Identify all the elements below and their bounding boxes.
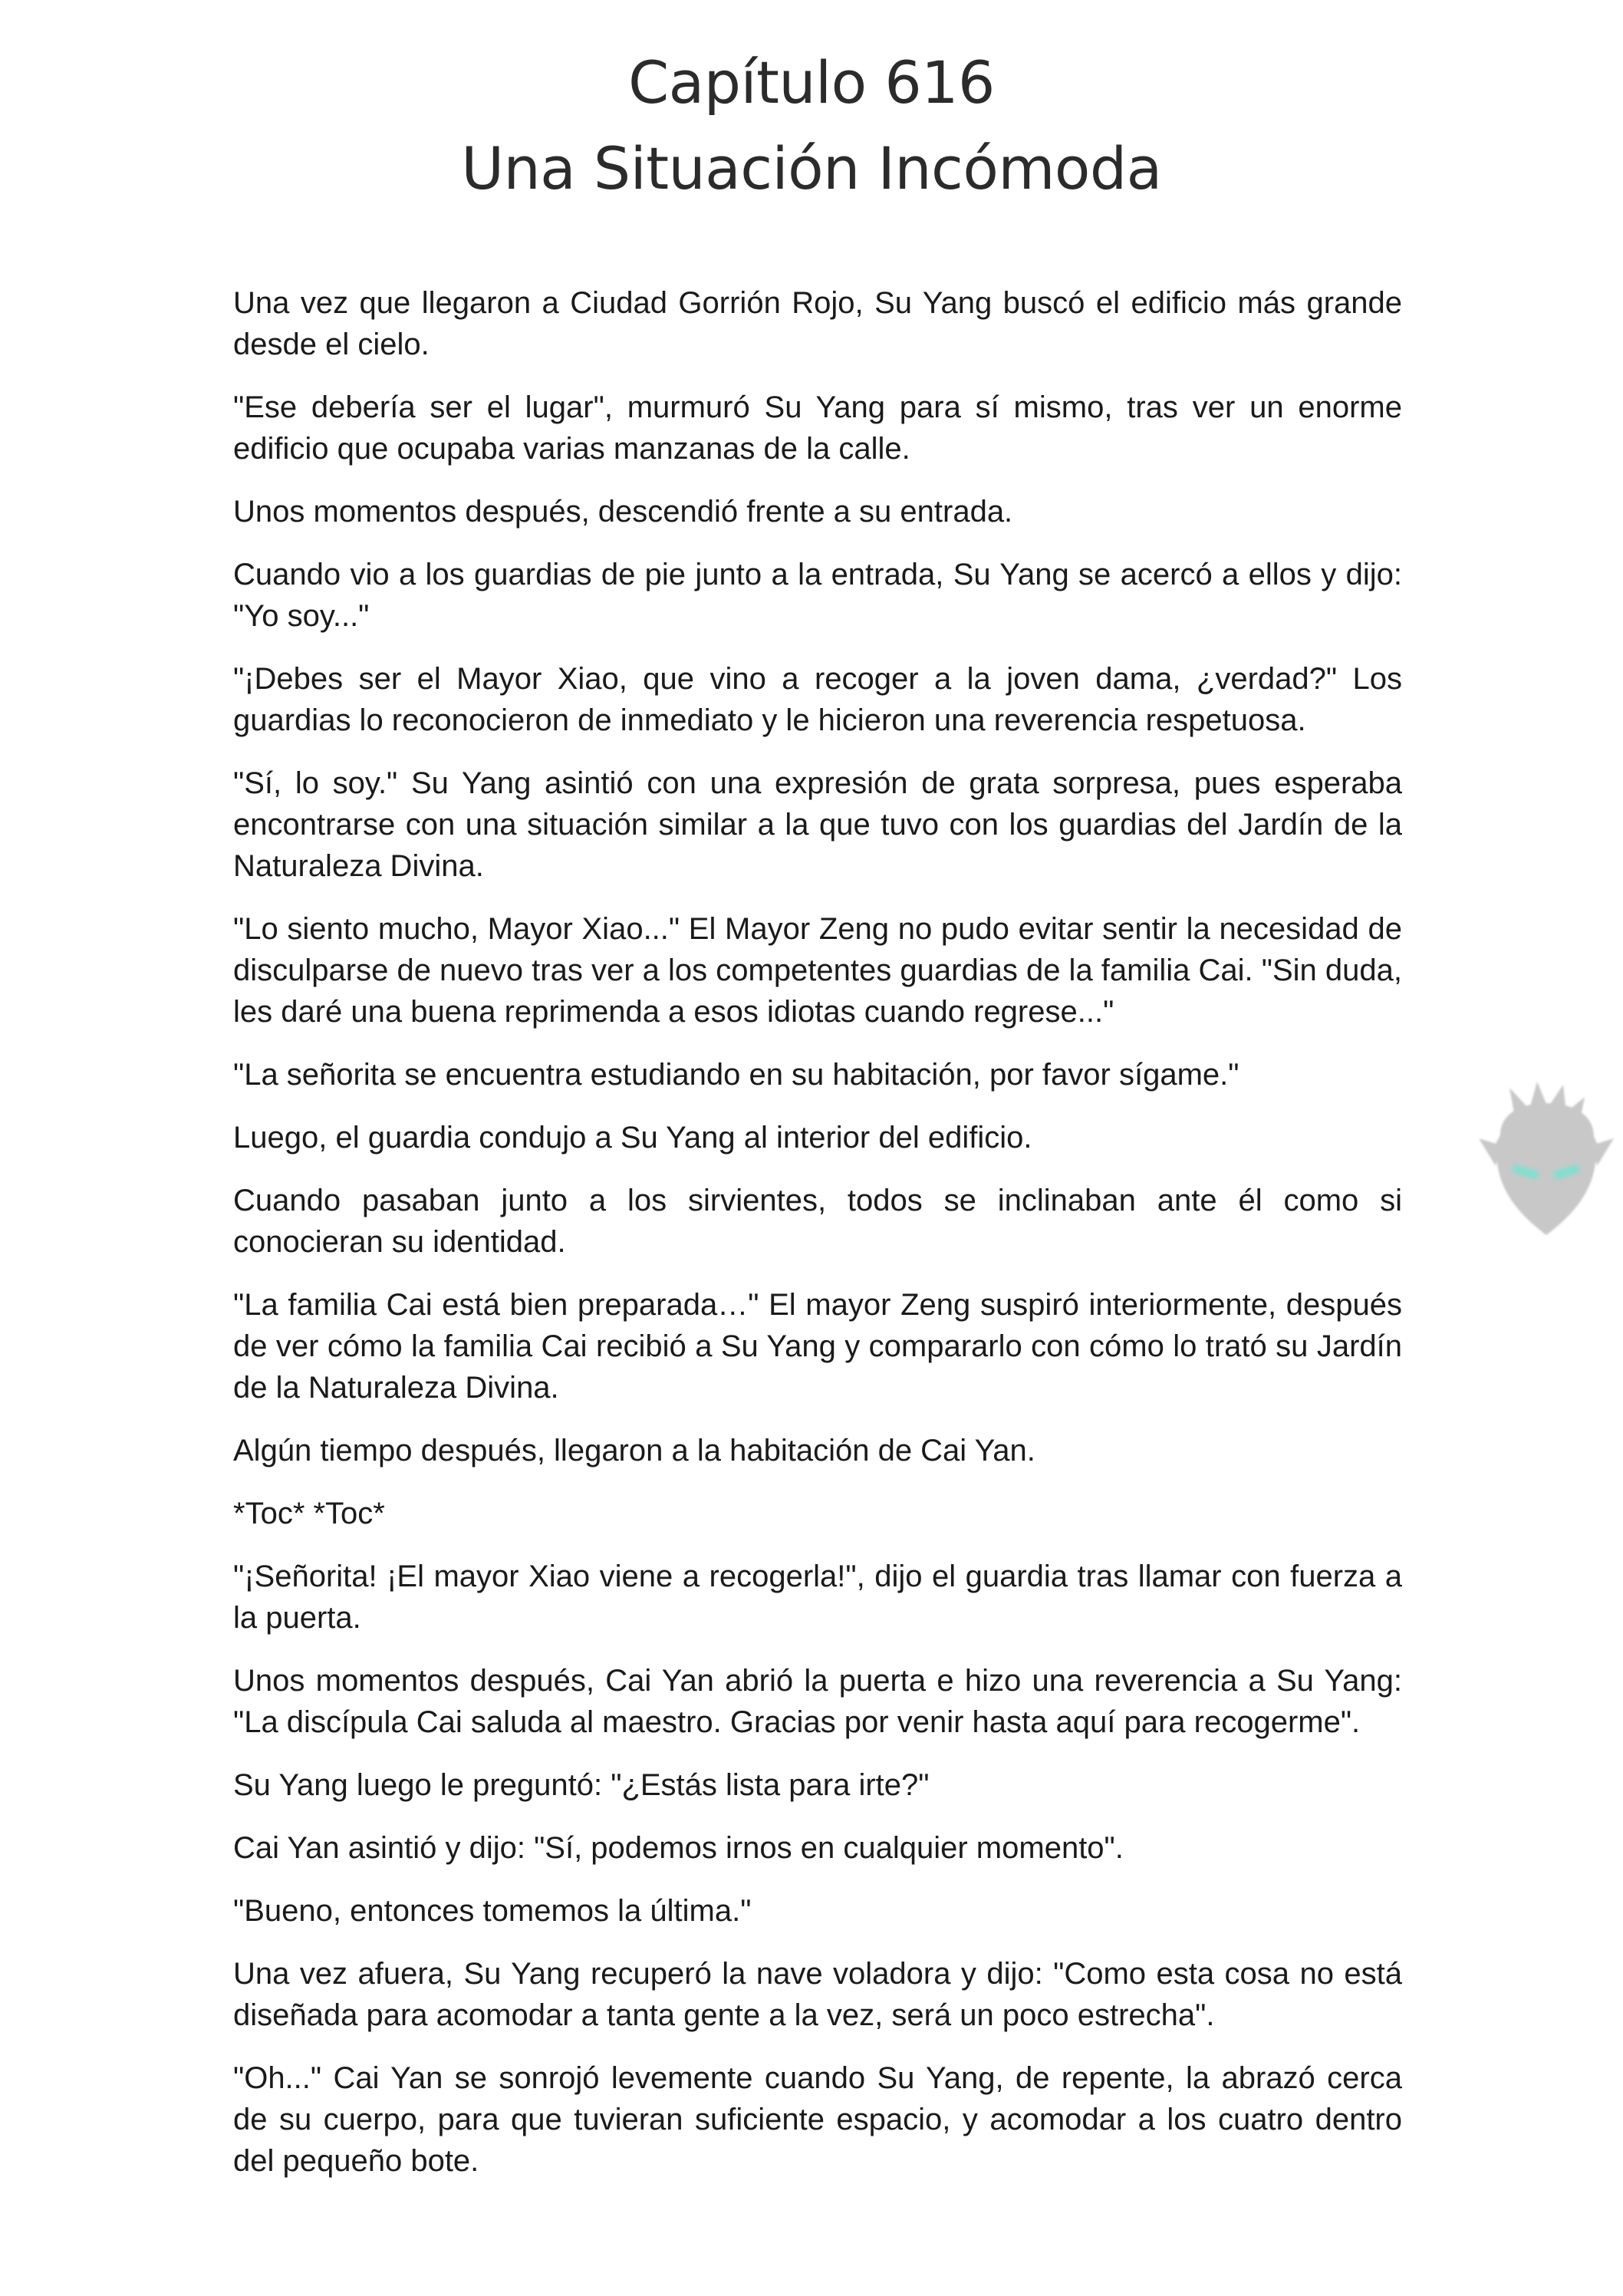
paragraph: *Toc* *Toc* — [233, 1497, 385, 1530]
paragraph: Su Yang luego le preguntó: "¿Estás lista para irte?" — [233, 1768, 930, 1802]
paragraph: Luego, el guardia condujo a Su Yang al interior del edificio. — [233, 1121, 1032, 1155]
paragraph: "¡Debes ser el Mayor Xiao, que vino a recoger a la joven dama, ¿verdad?" Los guardias lo reconocieron de inmediato y le hicieron una reverencia respetuosa. — [233, 662, 1402, 737]
paragraph: Algún tiempo después, llegaron a la habitación de Cai Yan. — [233, 1434, 1035, 1468]
paragraph: "Ese debería ser el lugar", murmuró Su Yang para sí mismo, tras ver un enorme edificio que ocupaba varias manzanas de la calle. — [233, 390, 1402, 466]
paragraph: "La señorita se encuentra estudiando en su habitación, por favor sígame." — [233, 1058, 1239, 1092]
paragraph: "Lo siento mucho, Mayor Xiao..." El Mayor Zeng no pudo evitar sentir la necesidad de disculparse de nuevo tras ver a los competentes guardias de la familia Cai. "Sin duda, les daré una buena reprimenda a esos idiotas cuando regrese..." — [233, 912, 1402, 1029]
paragraph: "Bueno, entonces tomemos la última." — [233, 1894, 752, 1928]
paragraph: Unos momentos después, descendió frente a su entrada. — [233, 495, 1013, 529]
paragraph: Una vez que llegaron a Ciudad Gorrión Rojo, Su Yang buscó el edificio más grande desde el cielo. — [233, 286, 1402, 361]
paragraph: "La familia Cai está bien preparada…" El mayor Zeng suspiró interiormente, después de ver cómo la familia Cai recibió a Su Yang y compararlo con cómo lo trató su Jardín de la Naturaleza Divina. — [233, 1288, 1402, 1405]
paragraph: Cai Yan asintió y dijo: "Sí, podemos irnos en cualquier momento". — [233, 1831, 1124, 1865]
paragraph: "¡Señorita! ¡El mayor Xiao viene a recogerla!", dijo el guardia tras llamar con fuerza a la puerta. — [233, 1560, 1402, 1635]
paragraph: "Sí, lo soy." Su Yang asintió con una expresión de grata sorpresa, pues esperaba encontrarse con una situación similar a la que tuvo con los guardias del Jardín de la Naturaleza Divina. — [233, 766, 1402, 883]
chapter-title: Capítulo 616 — [628, 48, 995, 117]
demon-head-logo-icon — [1470, 1074, 1623, 1250]
paragraph: "Oh..." Cai Yan se sonrojó levemente cuando Su Yang, de repente, la abrazó cerca de su cuerpo, para que tuvieran suficiente espacio, y acomodar a los cuatro dentro del pequeño bote. — [233, 2061, 1402, 2178]
paragraph: Cuando vio a los guardias de pie junto a la entrada, Su Yang se acercó a ellos y dijo: "Yo soy..." — [233, 558, 1402, 633]
chapter-body — [233, 282, 1402, 2203]
chapter-subtitle: Una Situación Incómoda — [461, 134, 1162, 203]
paragraph: Cuando pasaban junto a los sirvientes, todos se inclinaban ante él como si conocieran su identidad. — [233, 1184, 1402, 1259]
paragraph: Unos momentos después, Cai Yan abrió la puerta e hizo una reverencia a Su Yang: "La discípula Cai saluda al maestro. Gracias por venir hasta aquí para recogerme". — [233, 1664, 1402, 1739]
chapter-heading — [0, 40, 1623, 212]
paragraph: Una vez afuera, Su Yang recuperó la nave voladora y dijo: "Como esta cosa no está diseñada para acomodar a tanta gente a la vez, será un poco estrecha". — [233, 1957, 1402, 2032]
